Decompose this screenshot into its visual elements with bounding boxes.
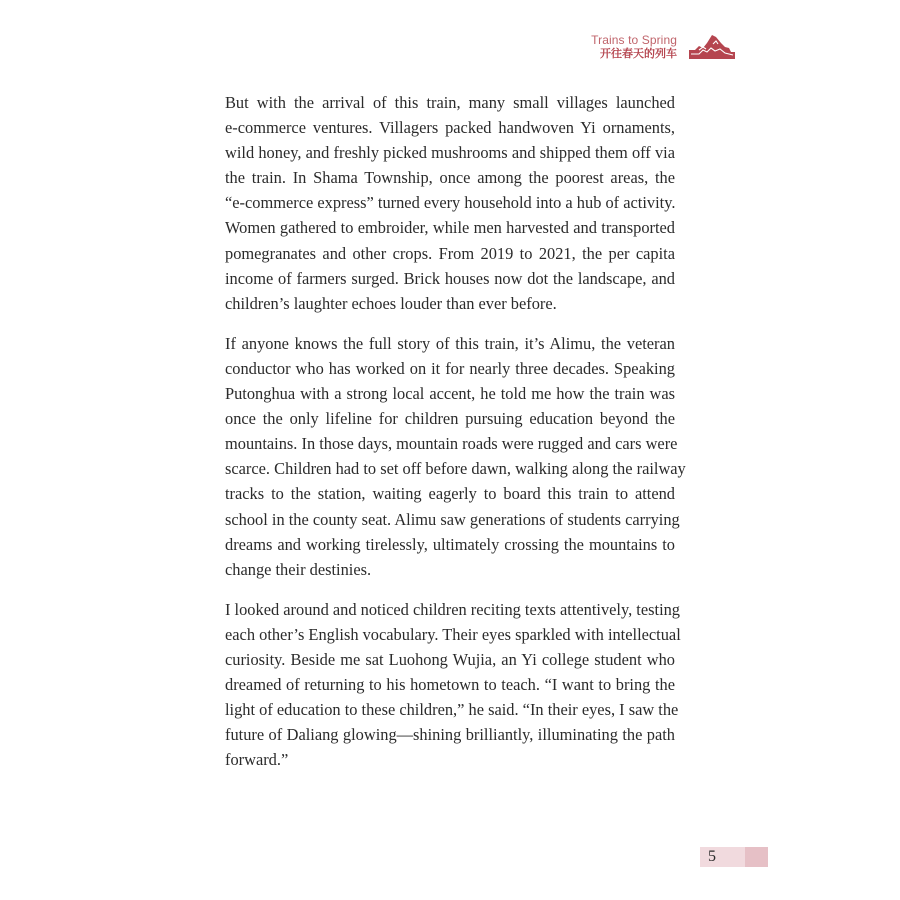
text-line: But with the arrival of this train, many small villages launched (225, 93, 675, 112)
text-line: wild honey, and freshly picked mushrooms and shipped them off via (225, 143, 675, 163)
text-line: curiosity. Beside me sat Luohong Wujia, an Yi college student who (225, 649, 675, 669)
text-line: income of farmers surged. Brick houses now dot the landscape, and (225, 268, 675, 288)
header-title-block (591, 33, 677, 61)
page-number-tab (700, 847, 768, 867)
text-line: “e-commerce express” turned every household into a hub of activity. (225, 193, 676, 213)
page-number: 5 (700, 847, 745, 867)
text-line: conductor who has worked on it for nearly three decades. Speaking (225, 358, 675, 378)
text-line: scarce. Children had to set off before dawn, walking along the railway (225, 459, 686, 479)
text-line: Putonghua with a strong local accent, he told me how the train was (225, 384, 675, 404)
text-line: once the only lifeline for children pursuing education beyond the (225, 409, 675, 429)
text-line: light of education to these children,” he said. “In their eyes, I saw the (225, 700, 679, 720)
text-line: Women gathered to embroider, while men harvested and transported (225, 218, 675, 238)
paragraph (225, 597, 681, 773)
text-line: change their destinies. (225, 559, 372, 579)
page-number-accent (745, 847, 768, 867)
text-line: forward.” (225, 750, 289, 770)
text-line: school in the county seat. Alimu saw generations of students carrying (225, 509, 680, 529)
text-line: children’s laughter echoes louder than ever before. (225, 293, 557, 313)
text-line: the train. In Shama Township, once among the poorest areas, the (225, 168, 675, 188)
text-line: each other’s English vocabulary. Their eyes sparkled with intellectual (225, 624, 681, 644)
text-line: dreams and working tirelessly, ultimately crossing the mountains to (225, 534, 675, 554)
article-body (225, 90, 686, 787)
text-line: dreamed of returning to his hometown to teach. “I want to bring the (225, 675, 675, 695)
header-title-english: Trains to Spring (591, 33, 677, 47)
text-line: future of Daliang glowing—shining brilliantly, illuminating the path (225, 725, 675, 745)
paragraph (225, 90, 675, 316)
text-line: e-commerce ventures. Villagers packed handwoven Yi ornaments, (225, 118, 675, 138)
mountain-icon (685, 33, 737, 61)
text-line: pomegranates and other crops. From 2019 to 2021, the per capita (225, 243, 675, 263)
text-line: If anyone knows the full story of this train, it’s Alimu, the veteran (225, 333, 675, 353)
header-title-chinese: 开往春天的列车 (600, 47, 677, 60)
text-line: mountains. In those days, mountain roads were rugged and cars were (225, 434, 678, 454)
running-header (560, 33, 740, 65)
text-line: I looked around and noticed children reciting texts attentively, testing (225, 599, 681, 619)
paragraph (225, 331, 686, 582)
text-line: tracks to the station, waiting eagerly to board this train to attend (225, 484, 675, 504)
